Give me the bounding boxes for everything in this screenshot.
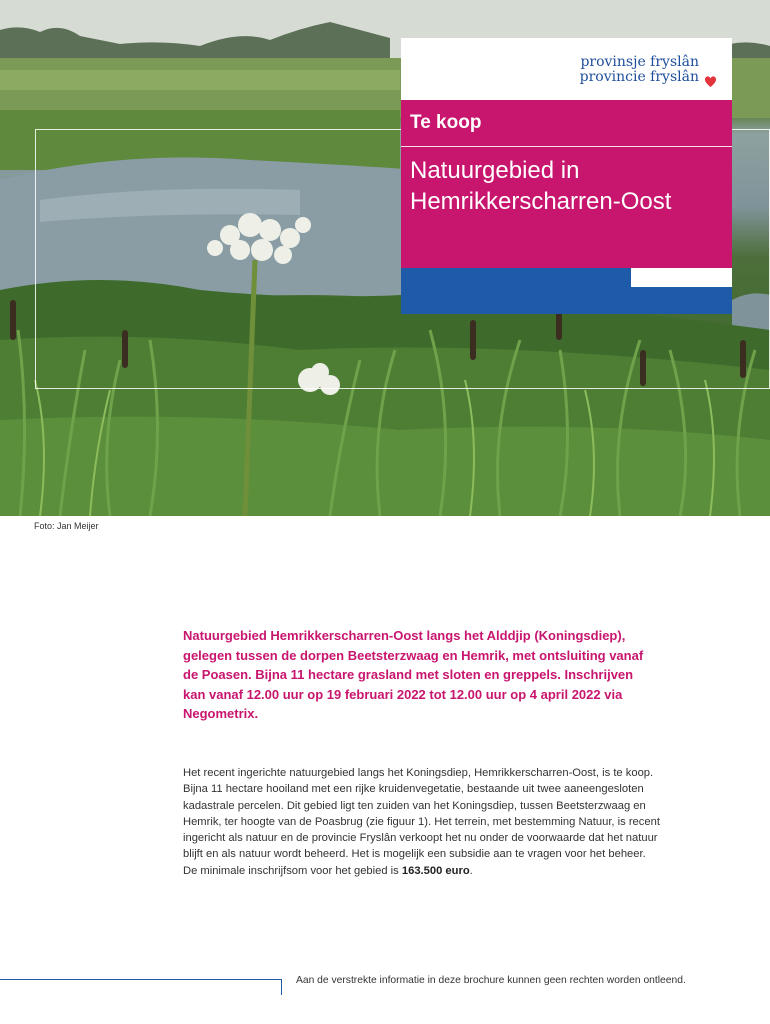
body-text: Het recent ingerichte natuurgebied langs het Koningsdiep, Hemrikkerscharren-Oost, is te koop. Bijna 11 hectare hooiland met een rijke kruidenvegetatie, bestaande uit twee aaneengesloten kadastrale percelen. Dit gebied ligt ten zuiden van het Koningsdiep, tussen Beetsterzwaag en Hemrik, ter hoogte van de Poasbrug (zie figuur 1). Het terrein, met bestemming Natuur, is recent ingericht als natuur en de provincie Fryslân verkoopt het nu onder de voorwaarde dat het natuur blijft en als natuur wordt beheerd. Het is mogelijk een subsidie aan te vragen voor het beheer. De minimale inschrijfsom voor het gebied is (183, 767, 660, 877)
logo-line-2: provincie fryslân (579, 69, 699, 85)
title-divider (401, 146, 732, 147)
heart-icon (703, 74, 718, 89)
disclaimer: Aan de verstrekte informatie in deze brochure kunnen geen rechten worden ontleend. (296, 975, 686, 986)
photo-credit: Foto: Jan Meijer (34, 521, 99, 531)
footer-rule-tick (281, 979, 282, 995)
body-end: . (469, 864, 473, 877)
for-sale-label: Te koop (410, 112, 482, 133)
body-paragraph (183, 765, 661, 879)
logo-area (401, 38, 732, 100)
intro-paragraph: Natuurgebied Hemrikkerscharren-Oost langs het Alddjip (Koningsdiep), gelegen tussen de dorpen Beetsterzwaag en Hemrik, met ontsluiting vanaf de Poasen. Bijna 11 hectare grasland met sloten en greppels. Inschrijven kan vanaf 12.00 uur op 19 februari 2022 tot 12.00 uur op 4 april 2022 via Negometrix. (183, 628, 644, 721)
minimum-amount: 163.500 euro (401, 864, 470, 877)
footer-rule (0, 979, 282, 980)
title-block (401, 100, 732, 269)
blue-bar-notch (631, 268, 732, 287)
logo-line-1: provinsje fryslân (580, 54, 699, 70)
province-logo (580, 55, 699, 85)
page-title: Natuurgebied in Hemrikkerscharren-Oost (410, 157, 672, 215)
